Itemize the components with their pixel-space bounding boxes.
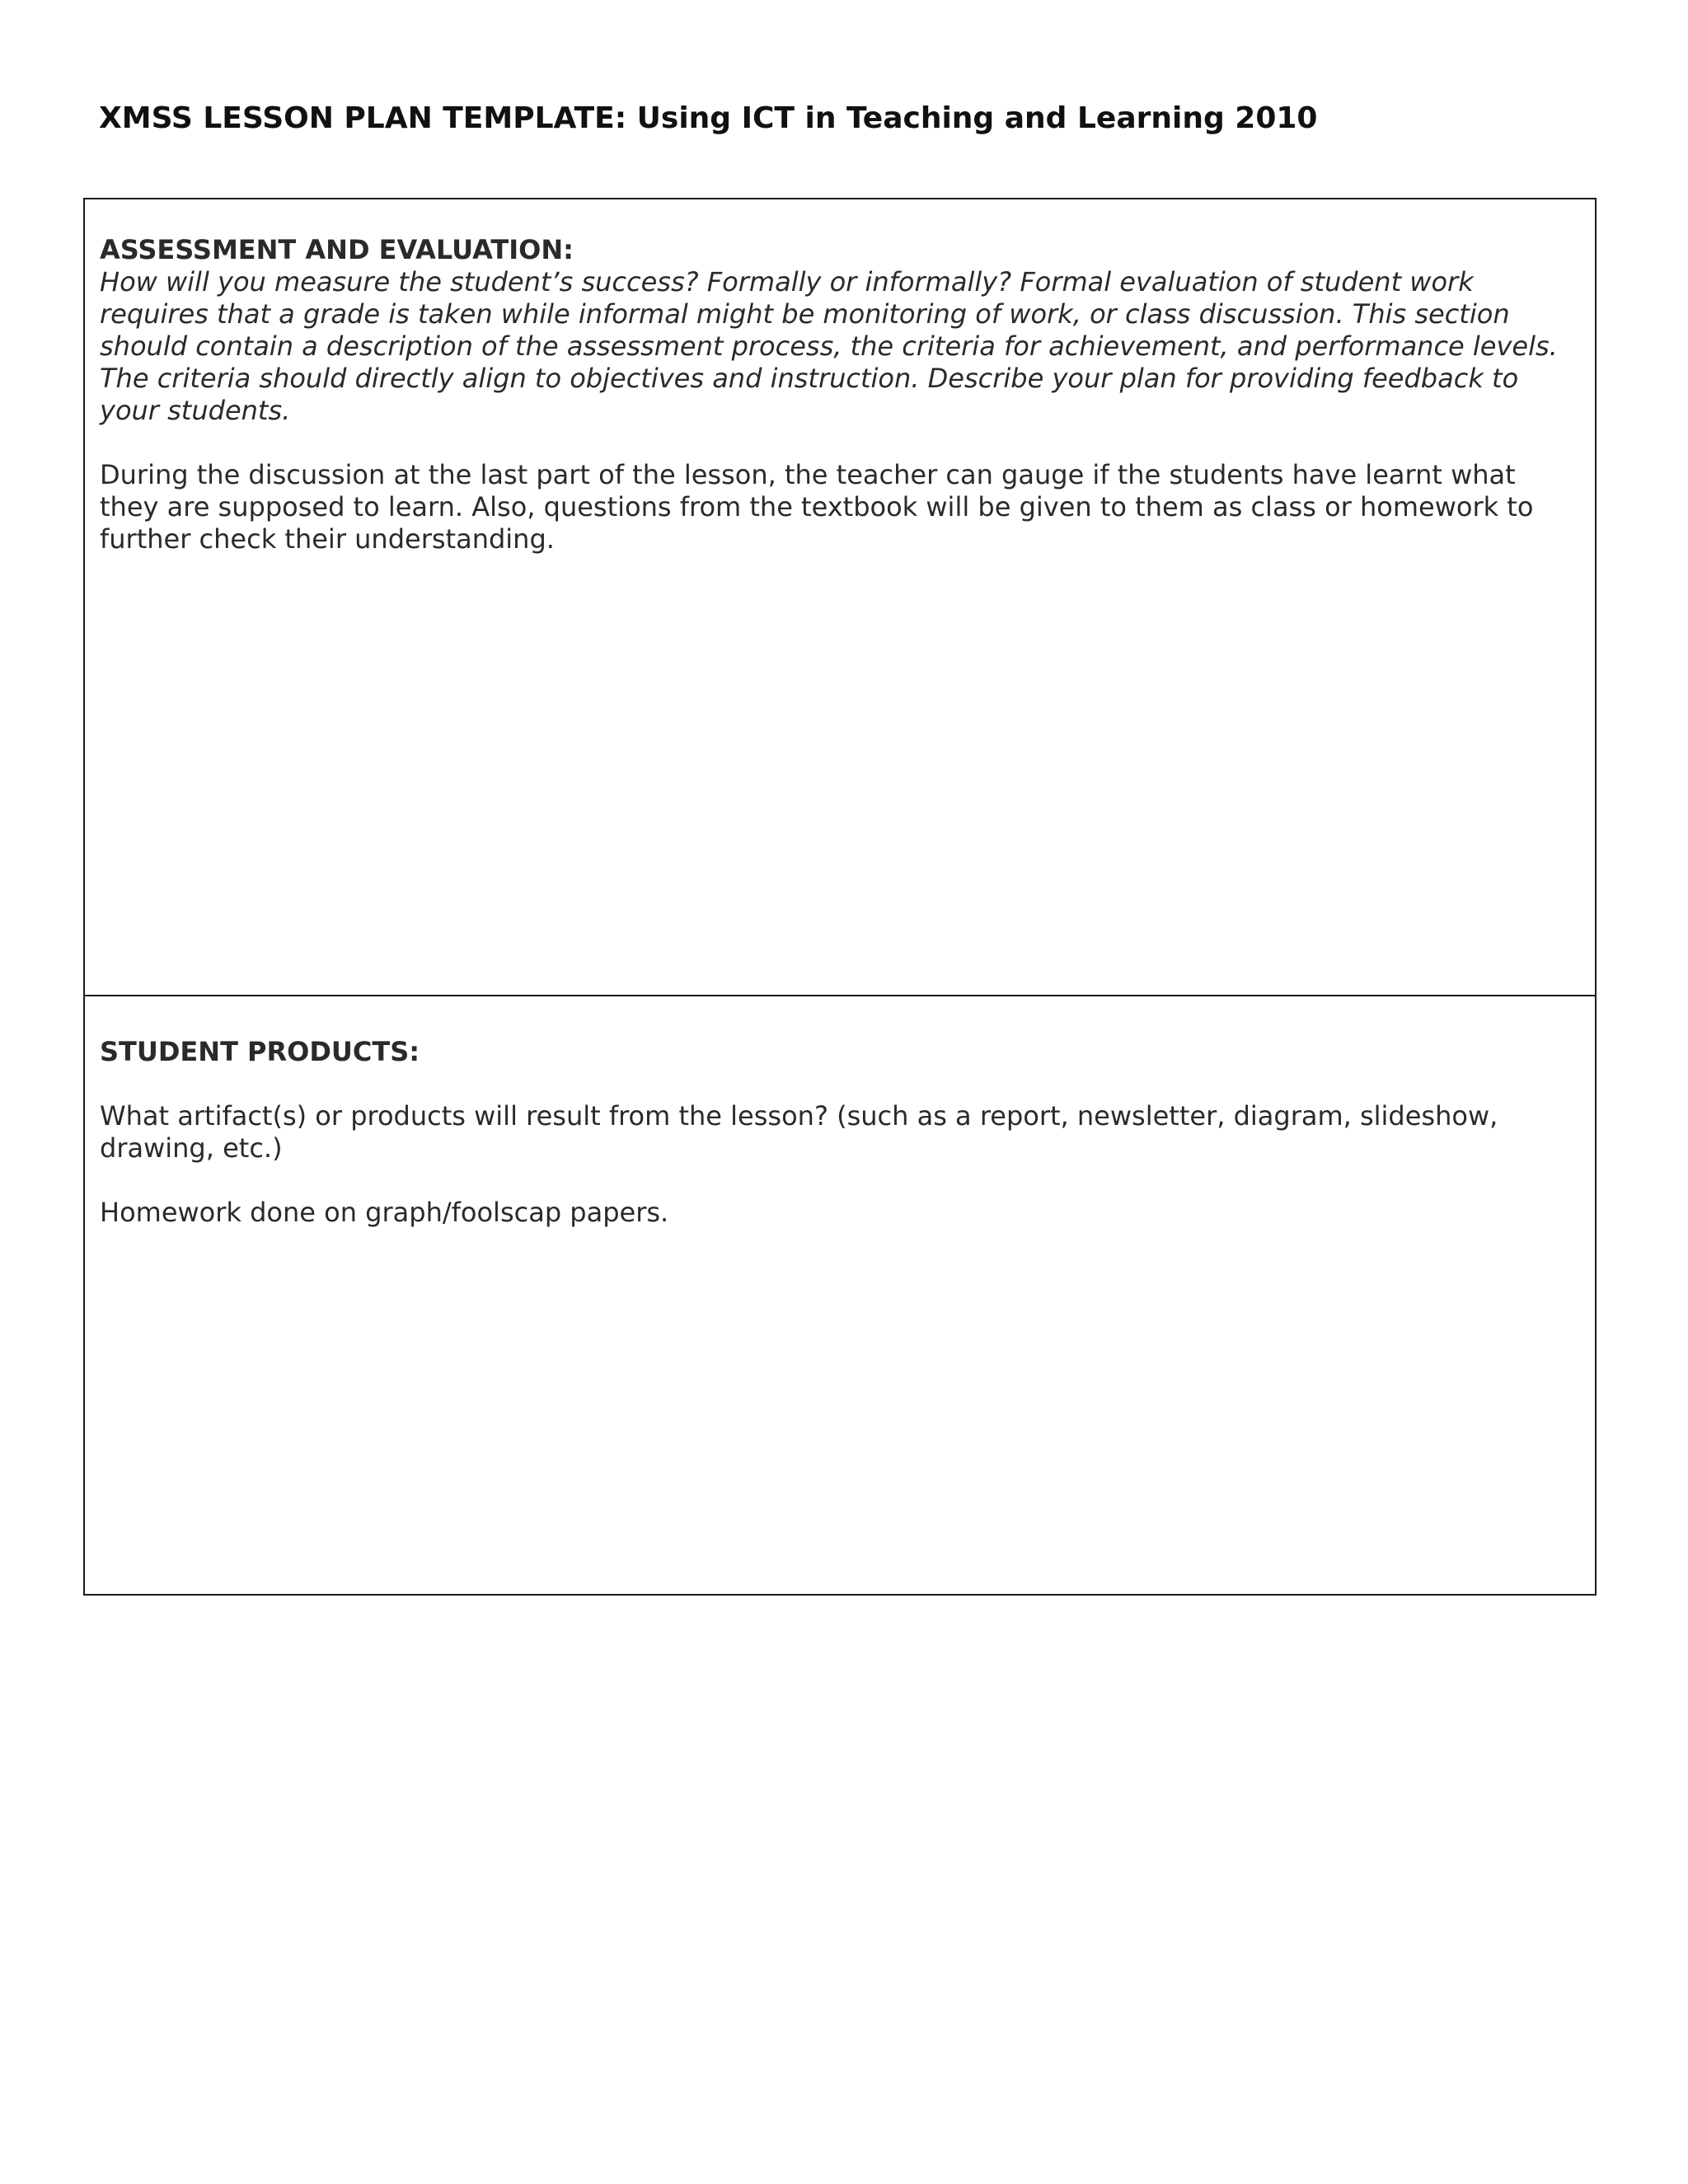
student-products-section xyxy=(85,996,1595,1594)
assessment-response: During the discussion at the last part of the lesson, the teacher can gauge if the students have learnt what they are supposed to learn. Also, questions from the textbook will be given to them as class or homework to further check their understanding. xyxy=(100,459,1534,555)
lesson-plan-table xyxy=(83,198,1597,1596)
assessment-prompt: How will you measure the student’s success? Formally or informally? Formal evaluation of student work requires that a grade is taken while informal might be monitoring of work, or class discussion. This section should contain a description of the assessment process, the criteria for achievement, and performance levels. The criteria should directly align to objectives and instruction. Describe your plan for providing feedback to your students. xyxy=(100,266,1558,426)
student-products-heading: STUDENT PRODUCTS: xyxy=(100,1036,420,1067)
document-title: XMSS LESSON PLAN TEMPLATE: Using ICT in Teaching and Learning 2010 xyxy=(99,101,1318,135)
assessment-heading: ASSESSMENT AND EVALUATION: xyxy=(100,234,574,265)
student-products-prompt: What artifact(s) or products will result from the lesson? (such as a report, newsletter, diagram, slideshow, drawing, etc.) xyxy=(100,1100,1498,1164)
student-products-response: Homework done on graph/foolscap papers. xyxy=(100,1197,669,1228)
assessment-section xyxy=(85,199,1595,996)
